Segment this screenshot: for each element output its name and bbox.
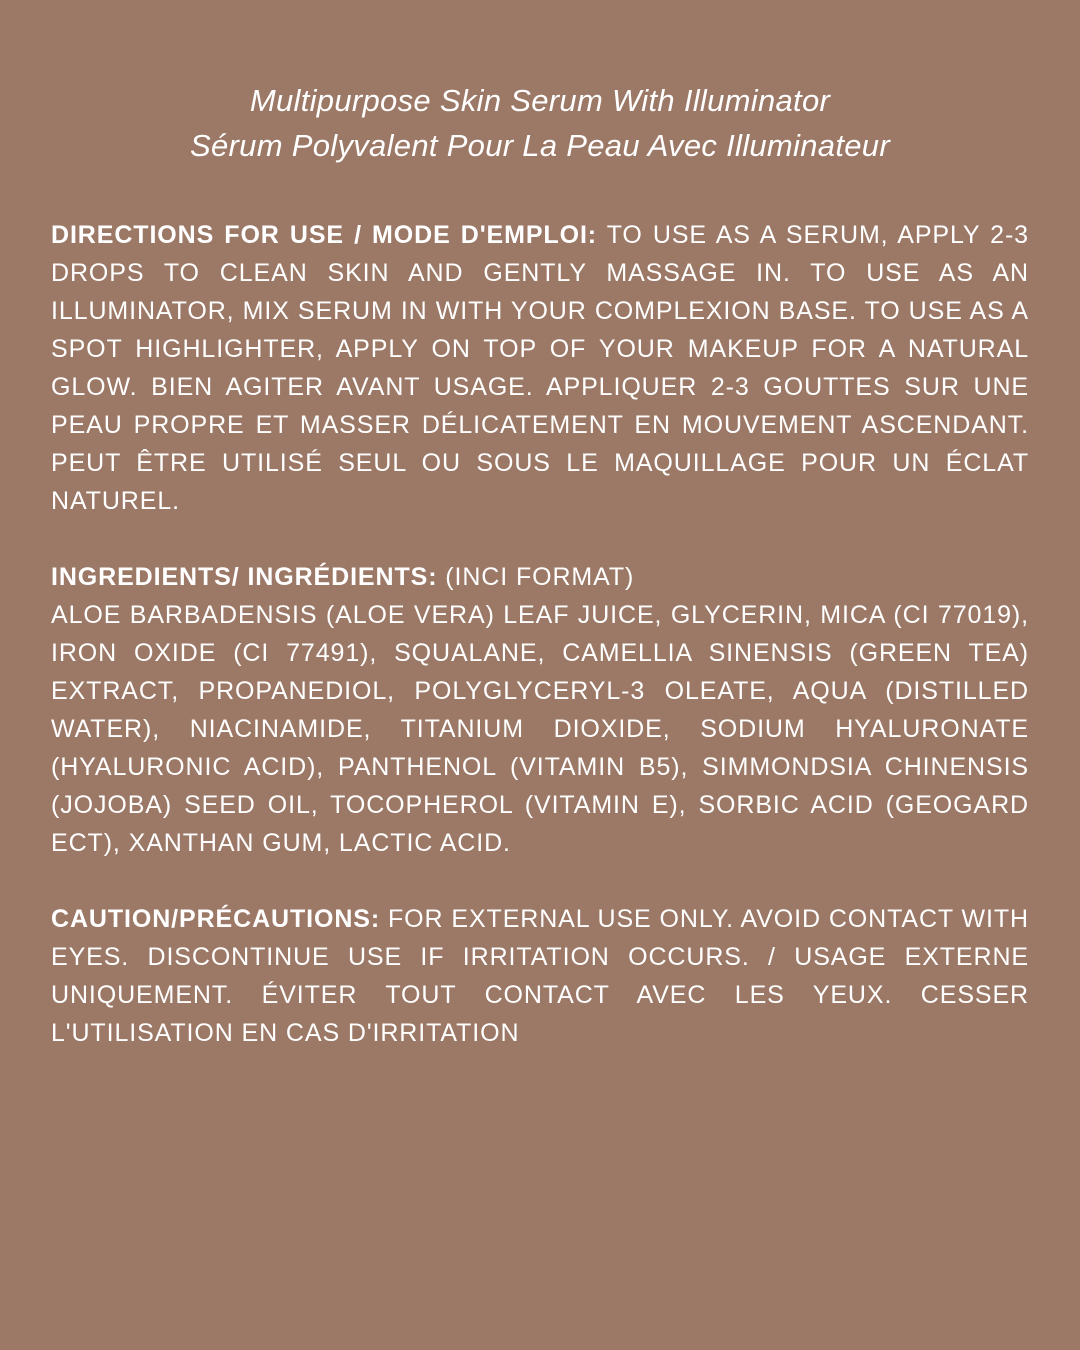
product-title (51, 78, 1029, 168)
product-title-french: Sérum Polyvalent Pour La Peau Avec Illuminateur (190, 128, 890, 163)
directions-section (51, 216, 1029, 520)
directions-label: DIRECTIONS FOR USE / MODE D'EMPLOI: (51, 221, 598, 249)
directions-text: TO USE AS A SERUM, APPLY 2-3 DROPS TO CLEAN SKIN AND GENTLY MASSAGE IN. TO USE AS AN ILLUMINATOR, MIX SERUM IN WITH YOUR COMPLEXION BASE. TO USE AS A SPOT HIGHLIGHTER, APPLY ON TOP OF YOUR MAKEUP FOR A NATURAL GLOW. BIEN AGITER AVANT USAGE. APPLIQUER 2-3 GOUTTES SUR UNE PEAU PROPRE ET MASSER DÉLICATEMENT EN MOUVEMENT ASCENDANT. PEUT ÊTRE UTILISÉ SEUL OU SOUS LE MAQUILLAGE POUR UN ÉCLAT NATUREL. (51, 221, 1029, 515)
product-title-english: Multipurpose Skin Serum With Illuminator (249, 83, 831, 118)
caution-label: CAUTION/PRÉCAUTIONS: (51, 905, 381, 933)
caution-text: FOR EXTERNAL USE ONLY. AVOID CONTACT WITH EYES. DISCONTINUE USE IF IRRITATION OCCURS. / USAGE EXTERNE UNIQUEMENT. ÉVITER TOUT CONTACT AVEC LES YEUX. CESSER L'UTILISATION EN CAS D'IRRITATION (51, 905, 1029, 1047)
ingredients-label: INGREDIENTS/ INGRÉDIENTS: (51, 563, 438, 591)
ingredients-format: (INCI FORMAT) (445, 563, 635, 591)
ingredients-text: ALOE BARBADENSIS (ALOE VERA) LEAF JUICE, GLYCERIN, MICA (CI 77019), IRON OXIDE (CI 77491), SQUALANE, CAMELLIA SINENSIS (GREEN TEA) EXTRACT, PROPANEDIOL, POLYGLYCERYL-3 OLEATE, AQUA (DISTILLED WATER), NIACINAMIDE, TITANIUM DIOXIDE, SODIUM HYALURONATE (HYALURONIC ACID), PANTHENOL (VITAMIN B5), SIMMONDSIA CHINENSIS (JOJOBA) SEED OIL, TOCOPHEROL (VITAMIN E), SORBIC ACID (GEOGARD ECT), XANTHAN GUM, LACTIC ACID. (51, 601, 1029, 857)
caution-section (51, 900, 1029, 1052)
ingredients-section (51, 558, 1029, 862)
